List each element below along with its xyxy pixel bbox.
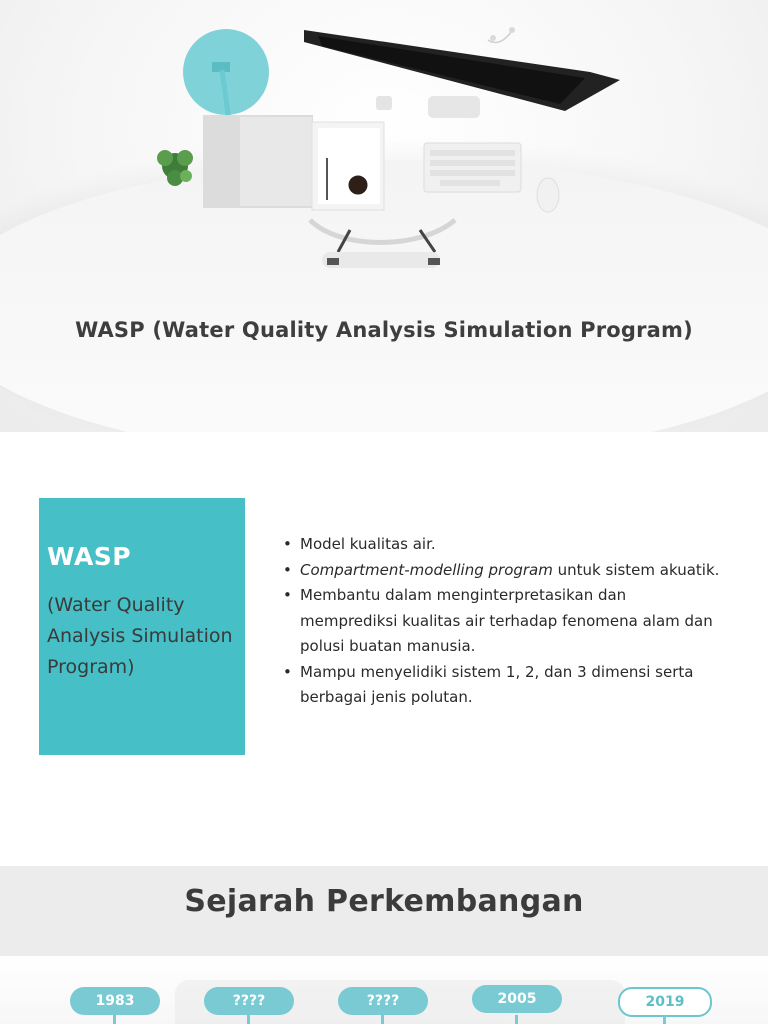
timeline-stem <box>663 1015 666 1024</box>
timeline-pill-1983: 1983 <box>70 987 160 1015</box>
list-item-text: Membantu dalam menginterpretasikan dan memprediksi kualitas air terhadap fenomena alam dan polusi buatan manusia. <box>300 586 713 655</box>
timeline-stem <box>381 1015 384 1024</box>
timeline-pill-2019: 2019 <box>618 987 712 1017</box>
bullet-icon: • <box>283 586 292 604</box>
timeline-pill-unknown-1: ???? <box>204 987 294 1015</box>
description-list <box>283 532 723 711</box>
keyboard-icon <box>424 143 521 192</box>
monitor-icon <box>304 30 620 118</box>
wasp-box-title: WASP <box>47 542 132 571</box>
timeline-stem <box>247 1015 250 1024</box>
bullet-icon: • <box>283 535 292 553</box>
wasp-box <box>39 498 245 755</box>
plant-icon <box>157 150 193 186</box>
slide-overview <box>0 432 768 866</box>
section-title: Sejarah Perkembangan <box>184 884 584 919</box>
list-item-italic: Compartment-modelling program <box>300 560 553 579</box>
list-item <box>283 583 723 660</box>
chair-icon <box>310 220 455 268</box>
list-item-text: Model kualitas air. <box>300 535 436 553</box>
list-item <box>283 660 723 711</box>
timeline-stem <box>515 1015 518 1024</box>
timeline-stem <box>113 1015 116 1024</box>
list-item-text: untuk sistem akuatik. <box>552 560 720 579</box>
bullet-icon: • <box>283 662 292 681</box>
slide-title-text: WASP (Water Quality Analysis Simulation Program) <box>75 318 693 342</box>
list-item-text: Mampu menyelidiki sistem 1, 2, dan 3 dimensi serta berbagai jenis polutan. <box>300 662 694 706</box>
bullet-icon: • <box>283 560 292 579</box>
desk-illustration <box>0 0 768 290</box>
binder-icon <box>203 115 384 210</box>
slide-title <box>0 0 768 432</box>
timeline-pill-unknown-2: ???? <box>338 987 428 1015</box>
mouse-icon <box>537 178 559 212</box>
timeline-pill-2005: 2005 <box>472 985 562 1013</box>
wasp-box-subtitle: (Water Quality Analysis Simulation Program) <box>47 594 233 678</box>
slide-history <box>0 866 768 1024</box>
list-item <box>283 558 723 584</box>
list-item <box>283 532 723 558</box>
